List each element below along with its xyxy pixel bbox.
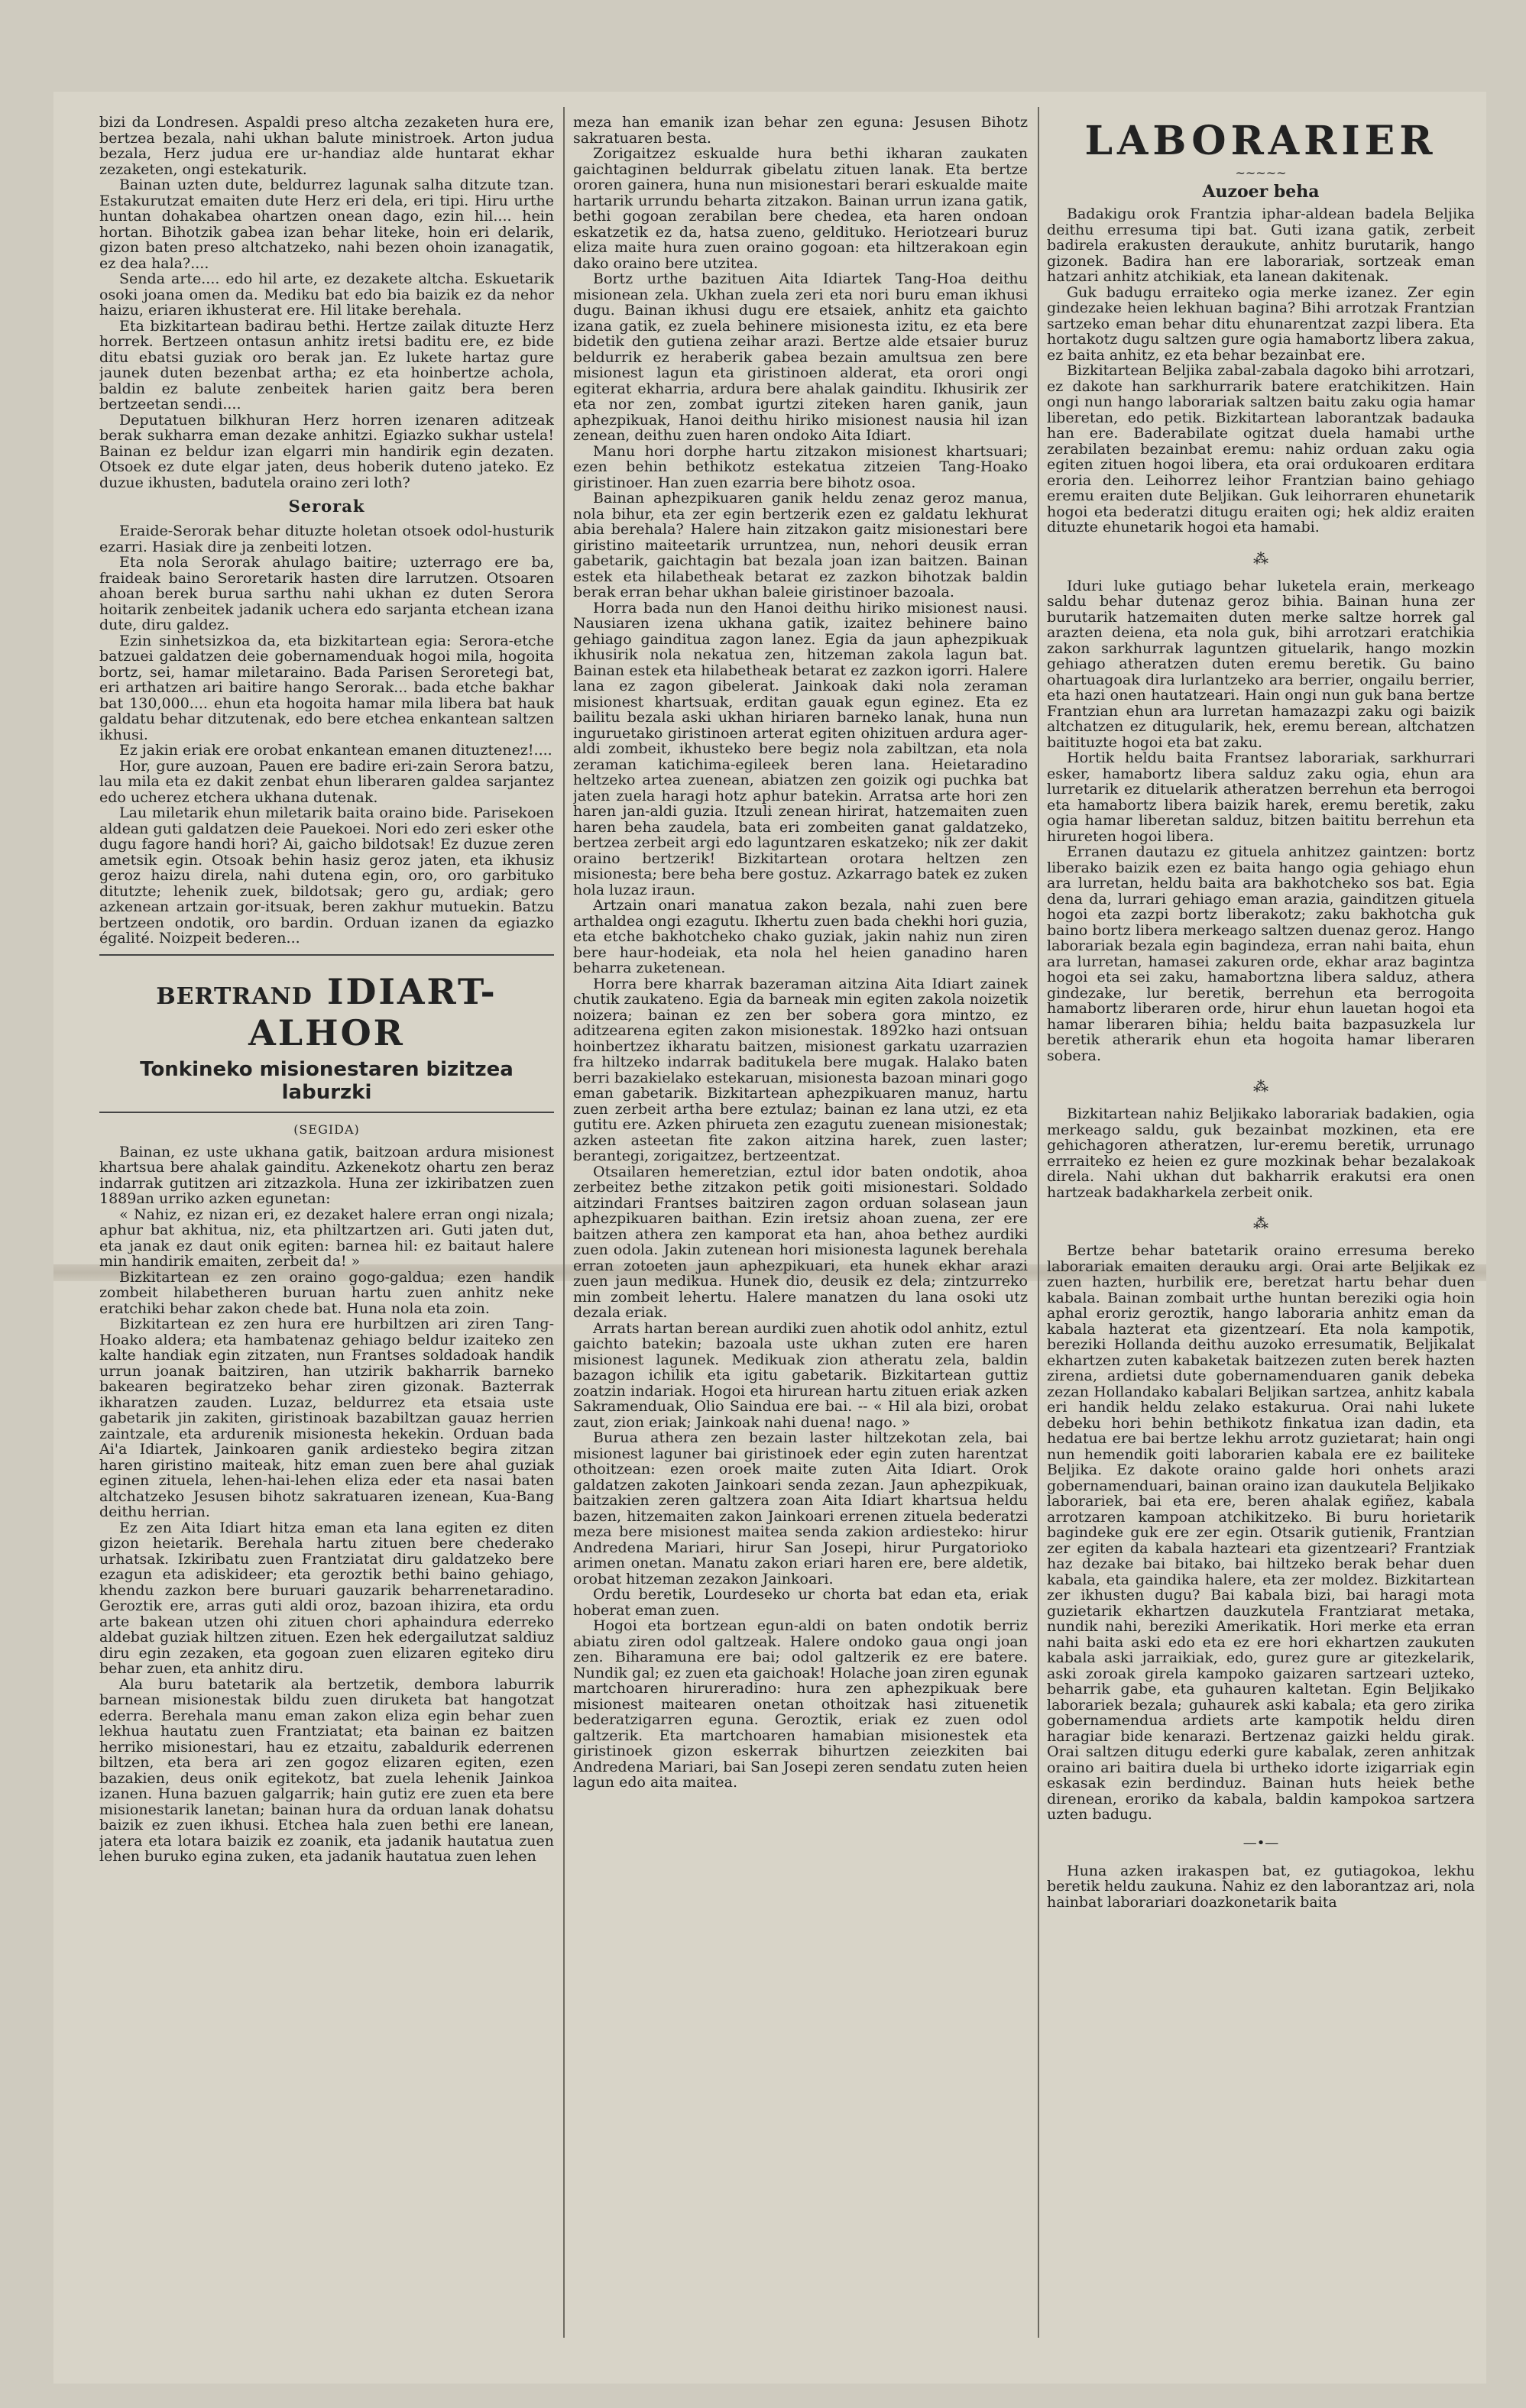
paragraph: meza han emanik izan behar zen eguna: Jesusen Bihotz sakratuaren besta. bbox=[573, 115, 1028, 147]
paragraph: Hogoi eta bortzean egun-aldi on baten ondotik berriz abiatu ziren odol galtzeak. Halere ondoko gaua ongi joan zen. Biharamuna ere bai; odol galtzerik ez ere batere. Nundik gal; ez zuen eta gaichoak! Holache joan ziren egunak martchoaren hirureradino: hura zen aphezpikuak bere misionest maitearen onetan othoitzak hasi zituenetik bederatzigarren eguna. Geroztik, eriak ez zuen odol galtzerik. Eta martchoaren hamabian misionestek eta giristinoek gizon eskerrak bihurtzen zeiezkiten bai Andredena Mariari, bai San Josepi zeren sendatu zuten heien lagun edo aita maitea. bbox=[573, 1617, 1028, 1791]
paragraph: Senda arte.... edo hil arte, ez dezakete altcha. Eskuetarik osoki joana omen da. Mediku bat edo bia baizik ez da nehor haizu, eriaren ikhusterat ere. Hil litake berehala. bbox=[99, 270, 554, 319]
section-subtitle: Auzoer beha bbox=[1202, 182, 1320, 202]
paragraph: Eraide-Serorak behar dituzte holetan otsoek odol-husturik ezarri. Hasiak dire ja zenbeiti lotzen. bbox=[99, 523, 554, 555]
section-masthead: LABORARIER bbox=[1084, 118, 1437, 164]
column-rule-2 bbox=[1038, 107, 1039, 2338]
newspaper-page bbox=[53, 92, 1486, 2384]
article-title bbox=[99, 971, 554, 1054]
paragraph: Bizkitartean Beljika zabal-zabala dagoko bihi arrotzari, ez dakote han sarkhurrarik batere eratchikitzen. Hain ongi nun hango laborariak saltzen baitu zaku ogia hamar liberetan, edo petik. Bizkitartean laborantzak badauka han ere. Baderabilate ogitzat duela hamabi urthe zerabilaten bezainbat eremu: nahiz orduan zaku ogia egiten zituen hogoi libera, eta orai ordukoaren erditara eroria den. Leihorrez leihor Frantzian baino gehiago eremu eraiten dute Beljikan. Guk leihorraren ehunetarik hogoi eta bederatzi ditugu eraiten ogi; hek aldiz eraiten dituzte ehunetarik hogoi eta hamabi. bbox=[1047, 362, 1475, 536]
paragraph: « Nahiz, ez nizan eri, ez dezaket halere erran ongi nizala; aphur bat akhitua, niz, eta philtzartzen ari. Guti jaten dut, eta janak ez daut onik egiten: barnea hil: ez baitaut halere min handirik emaiten, zerbeit da! » bbox=[99, 1206, 554, 1270]
paragraph: Horra bere kharrak bazeraman aitzina Aita Idiart zainek chutik zaukateno. Egia da barneak min egiten zakola noizetik noizera; bainan ez zen ber sobera gora mintzo, ez aditzearena egiten zakon misionestak. 1892ko hazi ontsuan hoinbertzez ikharatu baitzen, misionest garkatu uzarrazien fra hiltzeko indarrak baditukela bere mugak. Halako baten berri bazakielako estekaruan, misionesta bazoan minari gogo eman gabetarik. Bizkitartean aphezpikuaren manuz, hartu zuen zerbeit artha bere eztulaz; bainan ez lana utzi, ez eta gutitu ere. Azken phirueta zen ezagutu zuenean misionestak; azken asteetan fite zakon aitzina harek, zuen laster; berantegi, zorigaitzez, bertzeentzat. bbox=[573, 975, 1028, 1164]
paragraph: Otsailaren hemeretzian, eztul idor baten ondotik, ahoa zerbeitez bethe zitzakon petik goiti misionestari. Soldado aitzindari Frantses baitziren zagon orduan solasean jaun aphezpikuaren baithan. Ezin iretsiz ahoan zuena, zer ere baitzen athera zen kamporat eta han, ahoa bethez aurdiki zuen odola. Jakin zutenean hori misionesta lagunek berehala erran zotoeten jaun aphezpikuari, eta hunek ekhar arazi zuen jaun medikua. Hunek dio, deusik ez dela; zintzurreko min zombeit lehertu. Halere manatzen du lana osoki utz dezala eriak. bbox=[573, 1163, 1028, 1321]
ornament: ~~~~~ bbox=[1235, 166, 1287, 180]
paragraph: Ordu beretik, Lourdeseko ur chorta bat edan eta, eriak hoberat eman zuen. bbox=[573, 1586, 1028, 1619]
paragraph: Bizkitartean nahiz Beljikako laborariak badakien, ogia merkeago saldu, guk bezainbat mozkinen, eta ere gehichagoren atheratzen, lur-eremu beretik, urrunago errraiteko ez heien ez gure mozkinak behar bezalakoak direla. Nahi ukhan dut bakharrik erakutsi era onen hartzeak badakharkela zerbeit onik. bbox=[1047, 1105, 1475, 1201]
paragraph: Badakigu orok Frantzia iphar-aldean badela Beljika deithu erresuma tipi bat. Guti izana gatik, zerbeit badirela erakusten deraukute, anhitz burutarik, hango gizonek. Badira han ere laborariak, sortzeak eman hatzari anhitz atchikiak, eta lanean dakitenak. bbox=[1047, 206, 1475, 285]
paragraph: Eta nola Serorak ahulago baitire; uzterrago ere ba, fraideak baino Seroretarik hasten dire larrutzen. Otsoaren ahoan berek burua sarthu nahi ukhan ez duten Serora hoitarik zenbeitek jadanik uchera edo sarjanta etchean izana dute, diru galdez. bbox=[99, 554, 554, 633]
paragraph: Hortik heldu baita Frantsez laborariak, sarkhurrari esker, hamabortz libera salduz zaku ogia, ehun ara lurretarik ez dituelarik atheratzen berrehun eta berrogoi eta hamabortz libera baizik harek, eremu beretik, zaku ogia hamar liberetan salduz, bitzen baititu berrehun eta hirureten hogoi libera. bbox=[1047, 749, 1475, 845]
paragraph: Horra bada nun den Hanoi deithu hiriko misionest nausi. Nausiaren izena ukhana gatik, izaitez behinere baino gehiago gainditua zagon lanez. Egia da jaun aphezpikuak ikhusirik nola nekatua zen, hitzeman zakola lagun bat. Bainan estek eta hilabetheak betarat ez zazkon igorri. Halere lana ez zagon gibelerat. Jainkoak daki nola zeraman misionest khartsuak, erditan gauak egun eginez. Eta ez bailitu bezala aski ukhan hiriaren barneko lanak, huna nun inguruetako giristinoen arterat egiten ohizituen ardura ager-aldi zombeit, ikhusteko bere begiz nola zabiltzan, eta nola zeraman katichima-egileek beren lana. Heietaradino heltzeko artea zuenean, abiatzen zen goizik ogi puchka bat jaten zuela haragi hotz aphur batekin. Arratsa arte hori zen haren jan-aldi guzia. Itzuli zenean hirirat, hatzemaiten zuen haren beha zaudela, bata eri zombeiten ganat galdatzeko, bertzea zerbeit argi edo laguntzaren eskatzeko; nik zer dakit oraino bertzerik! Bizkitartean orotara heltzen zen misionesta; bere beha bere gostuz. Azkarrago batek ez zuken hola luzaz iraun. bbox=[573, 599, 1028, 898]
paragraph: Ezin sinhetsizkoa da, eta bizkitartean egia: Serora-etche batzuei galdatzen deie gobernamenduak hogoi mila, hogoita bortz, sei, hamar miletaraino. Bada Parisen Seroretegi bat, eri arthatzen ari baitire hango Serorak... bada etche bakhar bat 130,000.... ehun eta hogoita hamar mila libera bat hauk galdatu behar ditzutenak, edo bere etchea enkantean saltzen ikhusi. bbox=[99, 632, 554, 743]
paragraph: Bainan uzten dute, beldurrez lagunak salha ditzute tzan. Estakurutzat emaiten dute Herz eri dela, eri tipi. Hiru urthe huntan dohakabea ohartzen onean dago, ezin hil.... hein hortan. Bihotzik gabea izan behar liteke, hoin eri delarik, gizon baten preso altchatzeko, nahi bezen ohoin izanagatik, ez dea hala?.... bbox=[99, 176, 554, 272]
paragraph: Zorigaitzez eskualde hura bethi ikharan zaukaten gaichtaginen beldurrak gibelatu zituen lanak. Eta bertze ororen gainera, huna nun misionestari berari eskualde maite hartarik urrundu beharta zitzakon. Bainan urrun izana gatik, bethi gogoan zerabilan bere chedea, eta haren ondoan eskatzetik ez da, hatsa zueno, geldituko. Heriotzeari buruz eliza maite hura zuen oraino gogoan: eta hiltzerakoan egin dako oraino bere utzitea. bbox=[573, 145, 1028, 272]
paragraph: Bertze behar batetarik oraino erresuma bereko laborariak emaiten derauku argi. Orai arte Beljikak ez zuen hazten, hurbilik ere, beretzat hartu behar duen kabala. Bainan zombait urthe huntan bereziki ogia hoin aphal eroriz geroztik, hango laboraria anhitz eman da kabala hazterat eta gizentzearí. Eta nola kampotik, bereziki Hollanda deithu auzoko erresumatik, Beljikalat ekhartzen zuten kabaketak baitzezen zuten berek hazten zirena, ardietsi dute gobernamenduaren ganik debeka zezan Hollandako kabalari Beljikan sartzea, anhitz kabala eri handik heldu zelako estakurua. Orai nahi lukete debeku hori behin bethikotz finkatua izan dadin, eta hedatua ere bai bertze lekhu arrotz guzietarat; hain ongi nun hemendik goiti laborarien kabala ere ez bailiteke Beljika. Ez dakote oraino galde hori onhets arazi gobernamenduari, bainan oraino izan daukutela Beljikako laborariek, bai eta ere, beren ahalak egiñez, kabala arrotzaren kampoan atchikitzeko. Bi buru horietarik bagindeke guk ere zer egin. Otsarik gutienik, Frantzian zer egiten da kabala hazteari eta gizentzeari? Frantziak haz dezake bai bitako, bai hiltzeko berak behar duen kabala, eta gaindika halere, eta zer moldez. Bizkitartean zer ikhusten dugu? Bai kabala bizi, bai haragi mota guzietarik ekhartzen dauzkutela Frantziarat metaka, nundik nahi, bereziki Amerikatik. Hori merke eta erran nahi baita aski edo eta ez ere hori ekhartzen zaukuten kabala aski jarraikiak, edo, gurez gure ar gitezkelarik, aski zoroak girela kampoko gaizaren sartzeari uzteko, beharrik gabe, eta guhauren kaltetan. Egin Beljikako laborariek bezala; guhaurek aski kabala; eta gero zirika gobernamendua ardiets arte kampotik heldu diren haragiar bide kenarazi. Bertzenaz gaizki heldu girak. Orai saltzen ditugu ederki gure kabalak, zeren anhitzak oraino ari baitira duela bi urtheko idorte izigarriak egin eskasak ezin berdinduz. Bainan huts heiek bethe direnean, eroriko da kabala, baldin kampokoa sartzera uzten badugu. bbox=[1047, 1242, 1475, 1823]
paragraph: Erranen dautazu ez gituela anhitzez gaintzen: bortz liberako baizik ezen ez baita hango ogia gehiago ehun ara lurretan, heldu baita ara bakhotcheko sos bat. Egia dena da, lurrari gehiago eman arazia, gainditzen gituela hogoi eta zazpi bortz liberakotz; zaku bakhotcha guk baino bortz libera merkeago saltzen duenaz geroz. Hango laborariak bezala egin bagindeza, erran nahi baita, ehun ara lurretan, hamasei zakuren orde, ekhar araz bagintza hogoi eta sei zaku, hamabortzna libera salduz, athera gindezake, lur beretik, berrehun eta berrogoita hamabortz liberaren orde, hirur ehun lauetan hogoi eta hamar liberaren bihia; heldu baita bazpasuzkela lur beretik atherarik ehun eta hogoita hamar liberaren sobera. bbox=[1047, 843, 1475, 1064]
divider bbox=[99, 1112, 554, 1113]
paragraph: Iduri luke gutiago behar luketela erain, merkeago saldu behar dutenaz geroz bihia. Bainan huna zer burutarik hatzemaiten duten merke saltze horrek gal arazten deiena, eta nola guk, bihi arrotzari eratchikia zakon sarkhurrak laguntzen gituelarik, hango mozkin gehiago atheratzen duten eremu beretik. Gu baino ohartuagoak dira lurlantzeko ara berrier, ongailu berrier, eta hazi onen hautatzeari. Hain ongi nun guk bana bertze Frantzian ehun ara lurretan hamazazpi zaku ogi baizik altchatzen ez ditugularik, hek, eremu berean, altchatzen baitituzte hogoi eta bat zaku. bbox=[1047, 577, 1475, 751]
paragraph: Huna azken irakaspen bat, ez gutiagokoa, lekhu beretik heldu zaukuna. Nahiz ez den laborantzaz ari, nola hainbat laborariari doazkonetarik baita bbox=[1047, 1862, 1475, 1911]
article-title-surname: IDIART-ALHOR bbox=[248, 970, 497, 1054]
column-1 bbox=[99, 115, 554, 2353]
article-subtitle: Tonkineko misionestaren bizitzea laburzki bbox=[140, 1057, 514, 1104]
paragraph: Bortz urthe bazituen Aita Idiartek Tang-Hoa deithu misionean zela. Ukhan zuela zeri eta nori buru eman ikhusi dugu. Bainan ikhusi dugu ere etsaiek, anhitz eta gaichto izana gatik, ez zuela behinere misionesta izitu, ez eta bere bidetik den gutiena zeihar arazi. Bertze alde etsaier buruz beldurrik ez heraberik gabea bezain amultsua zen bere misionest lagun eta giristinoen alderat, eta orori ongi egiterat ekharria, ardura bere ahalak gainditu. Ikhusirik zer eta nor zen, zombat igurtzi ziteken haren ganik, jaun aphezpikuak, Hanoi deithu hiriko misionest nausia hil izan zenean, deithu zuen haren ondoko Aita Idiart. bbox=[573, 270, 1028, 444]
asterism-separator: ⁂ bbox=[1253, 1214, 1268, 1232]
paragraph: Hor, gure auzoan, Pauen ere badire eri-zain Serora batzu, lau mila eta ez dakit zenbat ehun liberaren galdea sarjantez edo ucherez etchera ukhana dutenak. bbox=[99, 757, 554, 806]
article-title-first-name: BERTRAND bbox=[156, 982, 313, 1010]
divider bbox=[99, 954, 554, 956]
column-3 bbox=[1047, 115, 1475, 2353]
paragraph: Guk badugu erraiteko ogia merke izanez. Zer egin gindezake heien lekhuan bagina? Bihi arrotzak Frantzian sartzeko eman behar ditu ehunarentzat zazpi libera. Eta hortakotz dugu saltzen gure ogia hamabortz libera zakua, ez baita anhitz, ez eta behar bezainbat ere. bbox=[1047, 283, 1475, 364]
paragraph: Ala buru batetarik ala bertzetik, dembora laburrik barnean misionestak bildu zuen diruketa bat hangotzat ederra. Berehala manu eman zakon eliza egin behar zuen lekhua hautatu zuen Frantziatat; eta bainan ez baitzen herriko misionestari, hau ez etzaitu, zabaldurik ederrenen biltzen, eta bera ari zen gogoz elizaren egiten, ezen bazakien, deus onik egitekotz, bat zuela lehenik Jainkoa izanen. Huna bazuen galgarrik; hain gutiz ere zuen eta bere misionestarik lanetan; bainan hura da orduan lanak dohatsu baizik ez zuen ikhusi. Etchea hala zuen bethi ere lanean, jatera eta lotara baizik ez zoanik, eta jadanik hautatua zuen lehen buruko egina zuken, eta jadanik hautatua zuen lehen bbox=[99, 1675, 554, 1865]
paragraph: Bizkitartean ez zen hura ere hurbiltzen ari ziren Tang-Hoako aldera; eta hambatenaz gehiago beldur izaiteko zen kalte handiak egin zitzaten, nun Frantses soldadoak handik urrun joanak baitziren, han utzirik bakharrik barneko bakearen begiratzeko behar ziren gizonak. Bazterrak ikharatzen zauden. Luzaz, beldurrez eta etsaia uste gabetarik jin zakiten, giristinoak bazabiltzan gauaz herrien zaintzale, eta ardurenik misionesta hekekin. Orduan bada Ai'a Idiartek, Jainkoaren ganik ardiesteko begira zitzan haren giristino maiteak, hitz eman zuen bere ahal guziak eginen zituela, lehen-hai-lehen eliza eder eta nasai baten altchatzeko Jesusen bihotz sakratuaren izenean, Kua-Bang deithu herrian. bbox=[99, 1316, 554, 1520]
paragraph: Ez jakin eriak ere orobat enkantean emanen dituztenez!.... bbox=[119, 742, 552, 759]
paragraph: Bainan aphezpikuaren ganik heldu zenaz geroz manua, nola bihur, eta zer egin bertzerik ezen ez galdatu lekhurat abia berehala? Halere hain zitzakon gaitz misionestari bere giristino maiteetarik urruntzea, nun, nehori deusik erran gabetarik, gaichtagin bat bezala joan izan baitzen. Bainan estek eta hilabetheak betarat ez zazkon bihotzak baldin berak erran behar ukhan baleie giristinoer bazoala. bbox=[573, 490, 1028, 600]
paragraph: Lau miletarik ehun miletarik baita oraino bide. Parisekoen aldean guti galdatzen deie Pauekoei. Nori edo zeri esker othe dugu fagore handi hori? Ai, gaicho bildotsak! Ez duzue zeren ametsik egin. Otsoak behin hasiz geroz jaten, eta ikhusiz geroz haizu direla, nahi dutena egin, oro, oro garbituko ditutzte; lehenik zuek, bildotsak; gero gu, ardiak; gero azkenean artzain gor-itsuak, beren zakhur mutuekin. Batzu bertzeen ondotik, oro bardin. Orduan izanen da egiazko égalité. Noizpeit bederen... bbox=[99, 804, 554, 947]
section-heading-serorak: Serorak bbox=[288, 497, 365, 516]
paragraph: Arrats hartan berean aurdiki zuen ahotik odol anhitz, eztul gaichto batekin; bazoala uste ukhan zuten ere haren misionest lagunek. Medikuak zion atheratu zela, baldin bazagon ichilik eta igitu gabetarik. Bizkitartean guttiz zoatzin indariak. Hogoi eta hirurean hartu zituen eriak azken Sakramenduak, Olio Saindua ere bai. -- « Hil ala bizi, orobat zaut, zion eriak; Jainkoak nahi duena! nago. » bbox=[573, 1319, 1028, 1431]
paragraph: bizi da Londresen. Aspaldi preso altcha zezaketen hura ere, bertzea bezala, nahi ukhan balute ministroek. Arton judua bezala, Herz judua ere ur-handiaz alde huntarat ekhar zezaketen, ongi estekaturik. bbox=[99, 115, 554, 178]
paragraph: Eta bizkitartean badirau bethi. Hertze zailak dituzte Herz horrek. Bertzeen ontasun anhitz iretsi baditu ere, ez bide ditu ebatsi guziak oro berak jan. Ez lukete hartaz gure jaunek duten bezenbat artha; ez eta hoinbertze achola, baldin ez balute zenbeitek harien gaitz bera beren bertzeetan sendi.... bbox=[99, 317, 554, 413]
paragraph: Artzain onari manatua zakon bezala, nahi zuen bere arthaldea ongi ezagutu. Ikhertu zuen bada chekhi hori guzia, eta etche bakhotcheko chako guziak, jakin nahiz nun ziren bere haur-hodeiak, eta nola hel heien ganadino haren beharra zuketenean. bbox=[573, 897, 1028, 976]
asterism-separator: ⁂ bbox=[1253, 549, 1268, 568]
paragraph: Manu hori dorphe hartu zitzakon misionest khartsuari; ezen behin bethikotz estekatua zitzeien Tang-Hoako giristinoer. Han zuen ezarria bere bihotz osoa. bbox=[573, 442, 1028, 491]
segida-label: (SEGIDA) bbox=[293, 1121, 360, 1137]
asterism-separator: ⁂ bbox=[1253, 1077, 1268, 1096]
end-ornament: —•— bbox=[1243, 1834, 1279, 1851]
paragraph: Bizkitartean ez zen oraino gogo-galdua; ezen handik zombeit hilabetheren buruan hartu zuen anhitz neke eratchiki behar zakon chede bat. Huna nola eta zoin. bbox=[99, 1268, 554, 1317]
paragraph: Burua athera zen bezain laster hiltzekotan zela, bai misionest laguner bai giristinoek eder egin zuten harentzat othoitzean: ezen oroek maite zuten Aita Idiart. Orok galdatzen zakoten Jainkoari senda zezan. Jaun aphezpikuak, baitzakien zeren galtzera zoan Aita Idiart khartsua heldu bazen, hitzemaiten zakon Jainkoari errenen zituela bederatzi meza bere misionest maitea senda zakion ardiesteko: hirur Andredena Mariari, hirur San Josepi, hirur Purgatorioko arimen onetan. Manatu zakon eriari haren ere, bere aldetik, orobat hitzeman zezakon Jainkoari. bbox=[573, 1429, 1028, 1588]
paragraph: Ez zen Aita Idiart hitza eman eta lana egiten ez diten gizon heietarik. Berehala hartu zituen bere chederako urhatsak. Izkiribatu zuen Frantziatat diru galdatzeko bere ezagun eta adiskideer; eta geroztik bethi baino gehiago, khendu zazkon bere buruari gauzarik beharrenetaradino. Geroztik ere, arras guti aldi oroz, bazoan ihizira, eta ordu arte bakean utzen ohi zituen chori aphaindura ederreko aldebat guziak hiltzen zituen. Ezen hek edergailutzat saldiuz diru egin zezaken, eta gogoan zuen elizaren egiteko diru behar zuen, eta anhitz diru. bbox=[99, 1519, 554, 1677]
column-2 bbox=[573, 115, 1028, 2353]
column-rule-1 bbox=[563, 107, 565, 2338]
paragraph: Deputatuen bilkhuran Herz horren izenaren aditzeak berak sukharra eman dezake anhitzi. Egiazko sukhar ustela! Bainan ez beldur izan elgarri min handirik egin dezaten. Otsoek ez dute elgar jaten, deus hoberik duteno jateko. Ez duzue ikhusten, badutela oraino zeri loth? bbox=[99, 411, 554, 491]
paragraph: Bainan, ez uste ukhana gatik, baitzoan ardura misionest khartsua bere ahalak gainditu. Azkenekotz ohartu zen beraz indarrak gutitzen ari zitzazkola. Huna zer izkiribatzen zuen 1889an urriko azken egunetan: bbox=[99, 1143, 554, 1207]
